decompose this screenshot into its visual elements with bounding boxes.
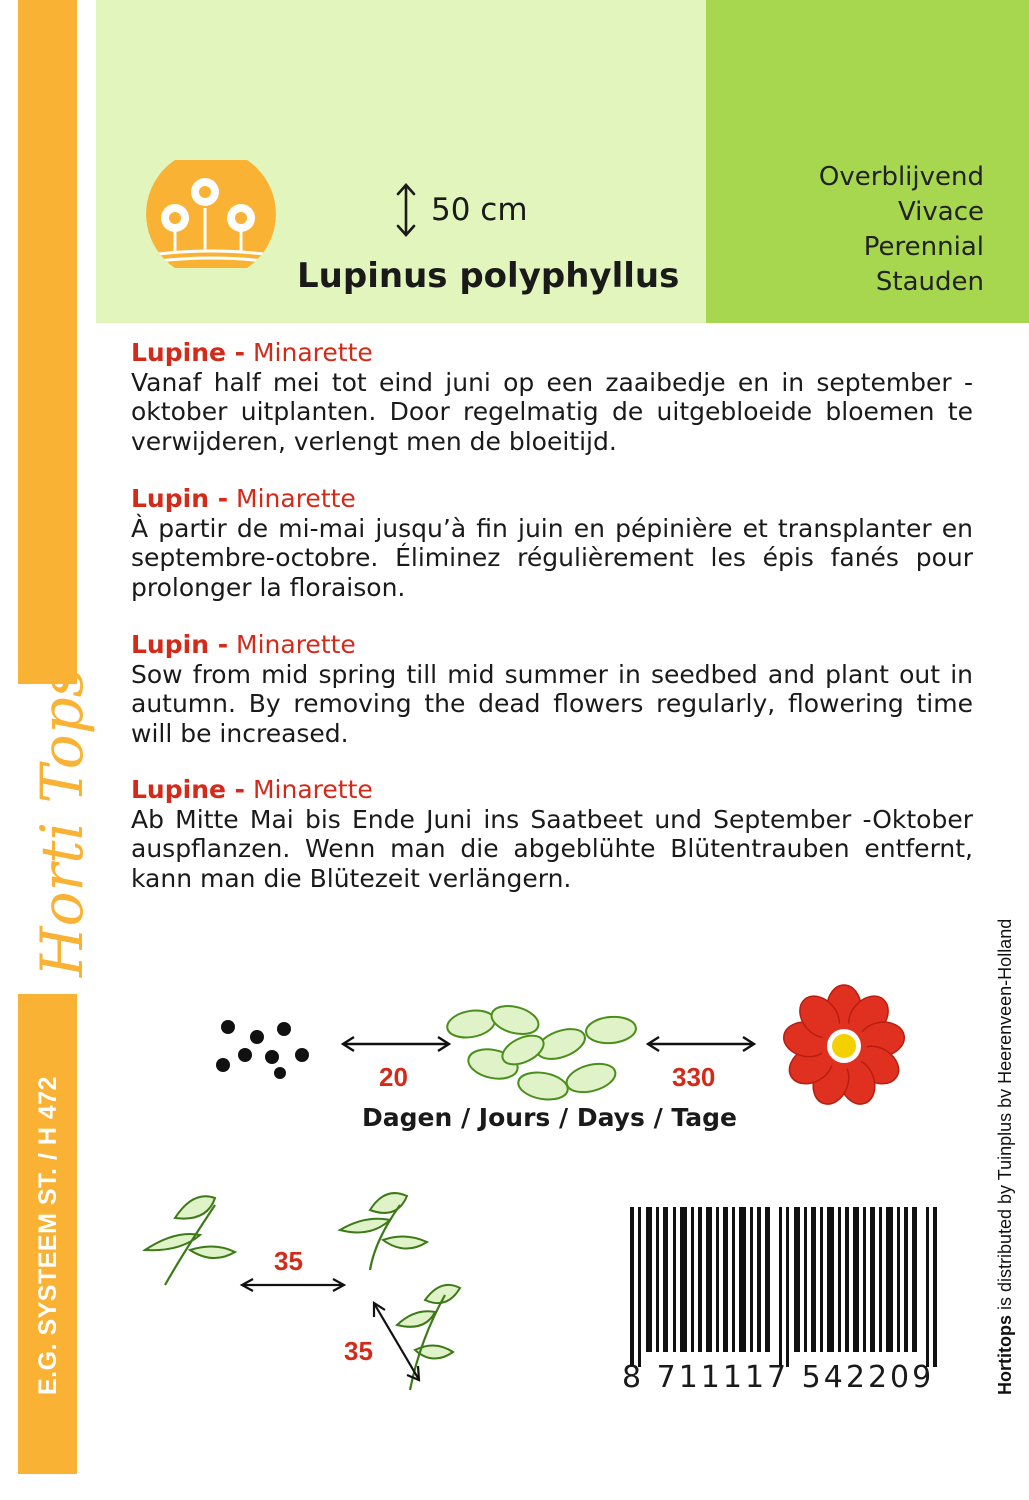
germination-days: 20 — [379, 1062, 408, 1092]
description-text: Sow from mid spring till mid summer in seedbed and plant out in autumn. By removing the dead flowers regularly, flowering time will be increased. — [131, 659, 973, 748]
description-de — [131, 775, 973, 893]
description-en — [131, 630, 973, 748]
flower-icon — [778, 984, 910, 1109]
double-arrow-icon — [645, 1032, 757, 1056]
seedlings-icon — [443, 1002, 641, 1102]
row-spacing: 35 — [344, 1336, 373, 1366]
double-arrow-icon — [340, 1032, 452, 1056]
brand-logo: Horti Tops — [28, 667, 96, 977]
distributor-brand: Hortitops — [995, 1315, 1015, 1395]
latin-name: Lupinus polyphyllus — [297, 256, 680, 296]
description-text: Vanaf half mei tot eind juni op een zaaibedje en in september -oktober uitplanten. Door regelmatig de uitgebloeide bloemen te verwijderen, verlengt men de bloeitijd. — [131, 367, 973, 456]
description-fr — [131, 484, 973, 602]
flower-plant-icon — [145, 160, 277, 268]
perennial-de: Stauden — [875, 267, 984, 297]
variety-name: Minarette — [245, 338, 373, 367]
perennial-nl: Overblijvend — [818, 162, 984, 192]
variety-name: Minarette — [228, 630, 356, 659]
brand-strip-top — [18, 0, 77, 684]
height-value: 50 cm — [431, 192, 528, 228]
plant-height — [393, 182, 528, 238]
common-name: Lupine - — [131, 338, 246, 367]
seeds-icon — [210, 1015, 310, 1080]
days-label: Dagen / Jours / Days / Tage — [362, 1103, 737, 1132]
perennial-fr: Vivace — [897, 197, 984, 227]
variety-name: Minarette — [228, 484, 356, 513]
spacing-diagram — [135, 1190, 465, 1400]
common-name: Lupin - — [131, 484, 229, 513]
description-text: Ab Mitte Mai bis Ende Juni ins Saatbeet und September -Oktober auspflanzen. Wenn man die abgeblühte Blütentrauben entfernt, kann man die Blütezeit verlängern. — [131, 804, 973, 893]
plant-spacing: 35 — [274, 1246, 303, 1276]
perennial-labels — [819, 160, 984, 300]
description-nl — [131, 338, 973, 456]
barcode-number: 8 711117 542209 — [622, 1360, 935, 1395]
side-code: E.G. SYSTEEM ST. / H 472 — [34, 1075, 62, 1395]
common-name: Lupin - — [131, 630, 229, 659]
flowering-days: 330 — [672, 1062, 716, 1092]
distributor-text: is distributed by Tuinplus bv Heerenveen-Holland — [995, 918, 1015, 1315]
common-name: Lupine - — [131, 775, 246, 804]
distributor-note — [995, 919, 1016, 1395]
variety-name: Minarette — [245, 775, 373, 804]
barcode — [630, 1207, 940, 1367]
description-text: À partir de mi-mai jusqu’à fin juin en pépinière et transplanter en septembre-octobre. Éliminez régulièrement les épis fanés pour prolonger la floraison. — [131, 513, 973, 602]
vertical-double-arrow-icon — [393, 182, 419, 238]
perennial-en: Perennial — [863, 232, 984, 262]
